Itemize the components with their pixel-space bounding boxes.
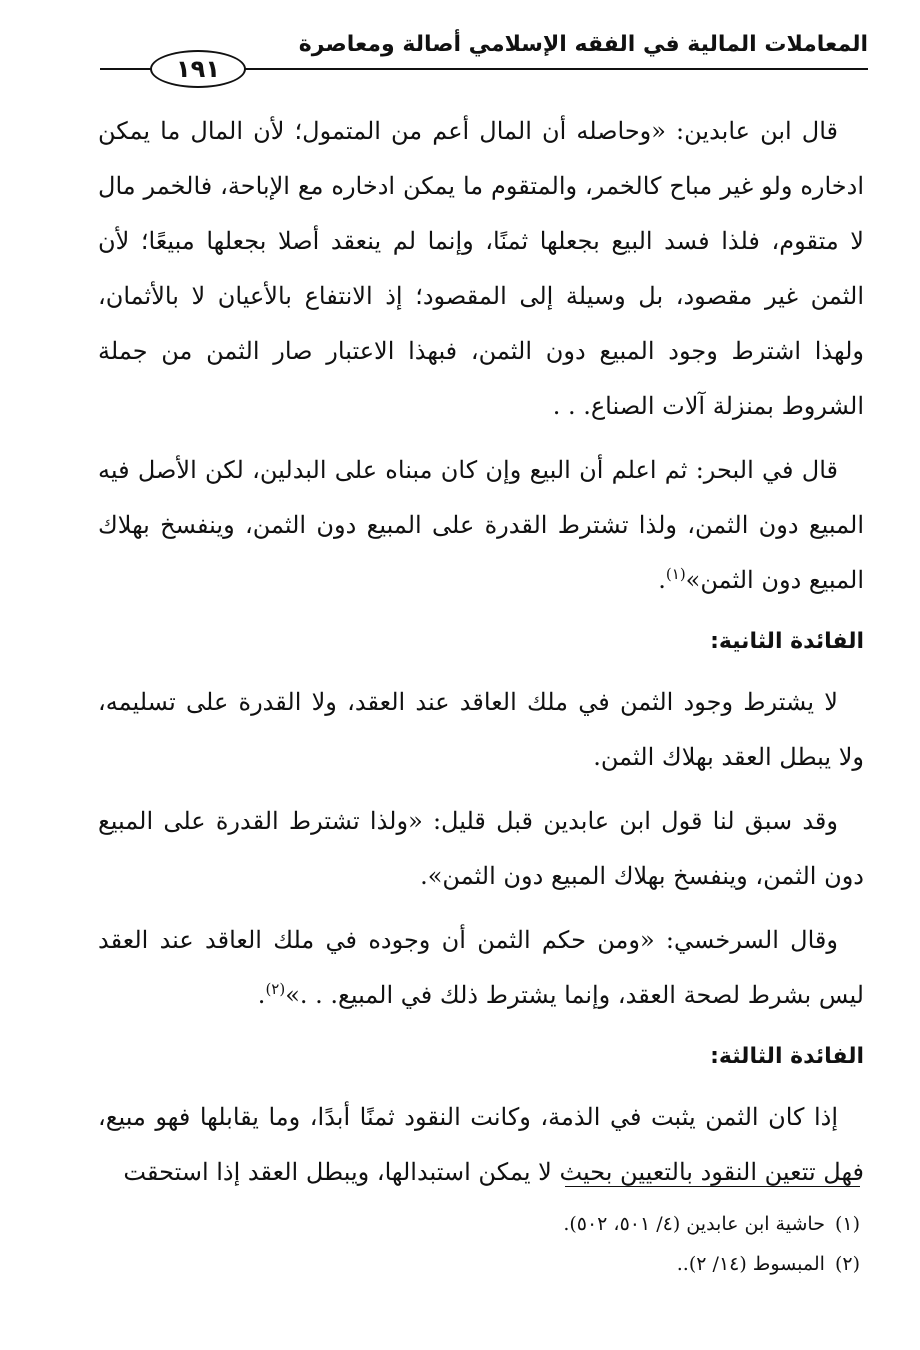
paragraph-end: . bbox=[658, 566, 666, 594]
section-heading-second: الفائدة الثانية: bbox=[710, 629, 864, 654]
paragraph-second-benefit: لا يشترط وجود الثمن في ملك العاقد عند العقد، ولا القدرة على تسليمه، ولا يبطل العقد بهلاك الثمن. bbox=[98, 688, 864, 771]
paragraph-text: قال في البحر: ثم اعلم أن البيع وإن كان مبناه على البدلين، لكن الأصل فيه المبيع دون الثمن، ولذا تشترط القدرة على المبيع دون الثمن، وينفسخ بهلاك المبيع دون الثمن» bbox=[98, 456, 864, 594]
paragraph-end: . bbox=[257, 981, 266, 1009]
footnote-rule bbox=[565, 1186, 860, 1187]
section-heading-third: الفائدة الثالثة: bbox=[710, 1044, 864, 1069]
footnote-text: حاشية ابن عابدين (٤/ ٥٠١، ٥٠٢). bbox=[563, 1213, 825, 1235]
footnote-2 bbox=[98, 1244, 860, 1284]
footnote-ref-2: (٢) bbox=[265, 980, 286, 998]
paragraph-sarakhsi-quote bbox=[98, 913, 864, 1023]
footnote-1 bbox=[98, 1204, 860, 1244]
paragraph-bahr-quote bbox=[98, 443, 864, 608]
footnote-number: (١) bbox=[834, 1213, 860, 1235]
paragraph-ibn-abidin-recall: وقد سبق لنا قول ابن عابدين قبل قليل: «ولذا تشترط القدرة على المبيع دون الثمن، وينفسخ بهلاك المبيع دون الثمن». bbox=[98, 807, 864, 890]
main-text bbox=[98, 104, 864, 1209]
footnote-text: المبسوط (١٤/ ٢).. bbox=[676, 1253, 825, 1275]
running-head-title: المعاملات المالية في الفقه الإسلامي أصالة ومعاصرة bbox=[298, 32, 868, 57]
footnote-ref-1: (١) bbox=[665, 565, 686, 583]
page-number: ١٩١ bbox=[150, 50, 246, 88]
footnote-number: (٢) bbox=[834, 1253, 860, 1275]
paragraph-third-benefit: إذا كان الثمن يثبت في الذمة، وكانت النقود ثمنًا أبدًا، وما يقابلها فهو مبيع، فهل تتعين النقود بالتعيين بحيث لا يمكن استبدالها، ويبطل العقد إذا استحقت bbox=[98, 1103, 864, 1186]
paragraph-text: وقال السرخسي: «ومن حكم الثمن أن وجوده في ملك العاقد عند العقد ليس بشرط لصحة العقد، وإنما يشترط ذلك في المبيع. . .» bbox=[98, 926, 864, 1009]
paragraph-ibn-abidin-quote: قال ابن عابدين: «وحاصله أن المال أعم من المتمول؛ لأن المال ما يمكن ادخاره ولو غير مباح كالخمر، والمتقوم ما يمكن ادخاره مع الإباحة، فالخمر مال لا متقوم، فلذا فسد البيع بجعلها ثمنًا، وإنما لم ينعقد أصلا بجعلها مبيعًا؛ لأن الثمن غير مقصود، بل وسيلة إلى المقصود؛ إذ الانتفاع بالأعيان لا بالأثمان، ولهذا اشترط وجود المبيع دون الثمن، فبهذا الاعتبار صار الثمن من جملة الشروط بمنزلة آلات الصناع. . . bbox=[98, 117, 864, 420]
footnotes bbox=[98, 1204, 860, 1284]
